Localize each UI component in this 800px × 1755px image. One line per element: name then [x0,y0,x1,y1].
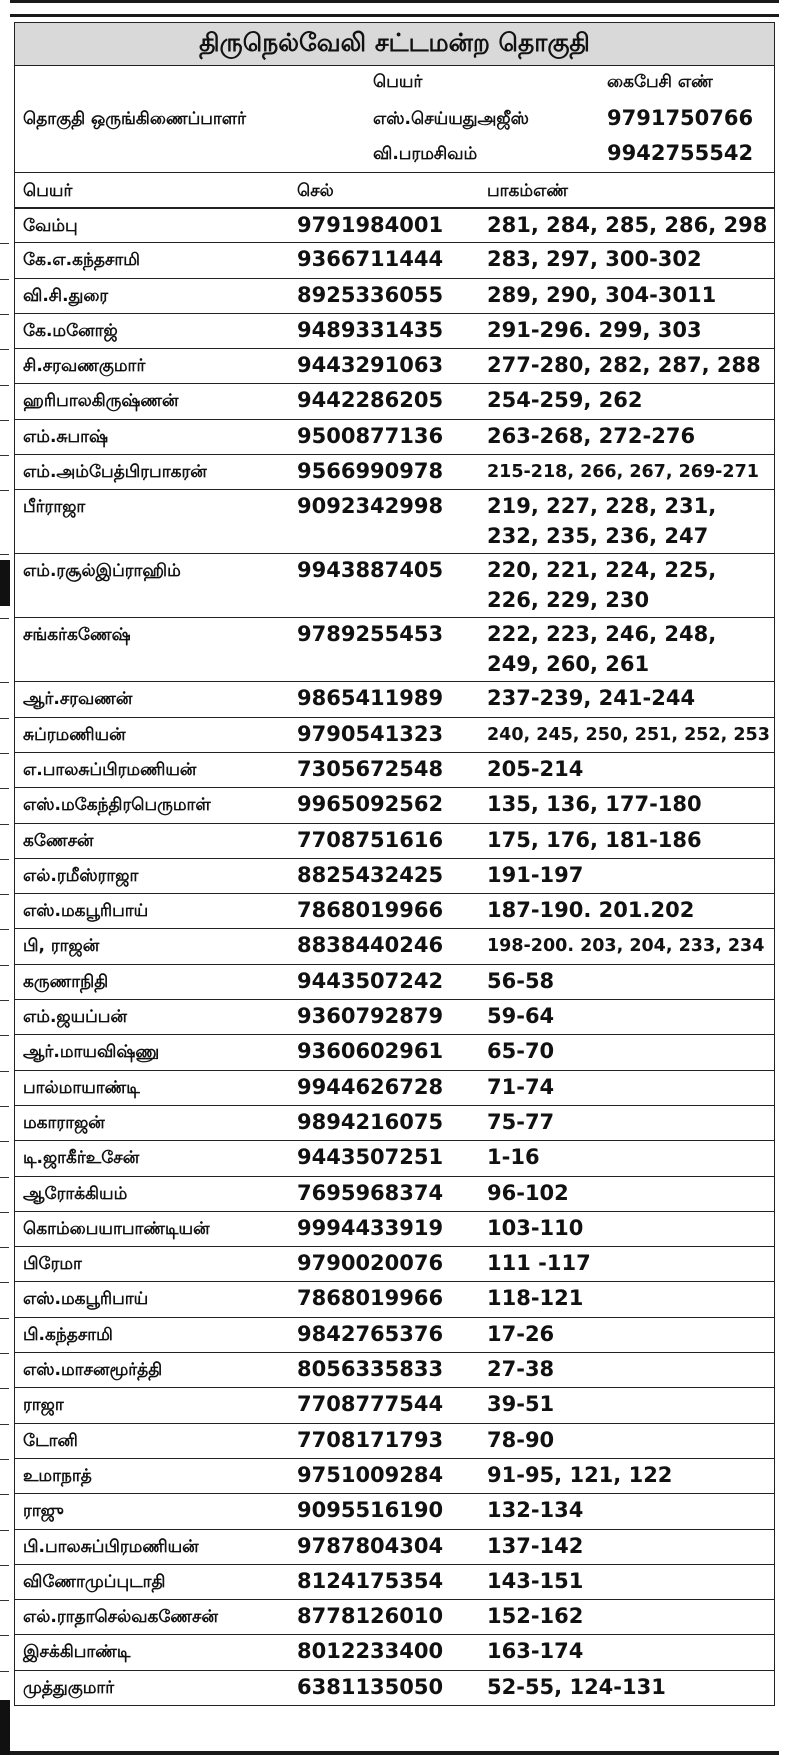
agent-name: எல்.ரமீஸ்ராஜா [23,865,139,886]
agent-parts: 254-259, 262 [487,388,643,413]
agent-cell: 7708171793 [297,1427,444,1452]
agent-name: ஆரோக்கியம் [23,1183,128,1204]
table-row [14,1000,775,1035]
agent-name: ஆர்.மாயவிஷ்ணு [23,1042,160,1063]
agent-name: பால்மாயாண்டி [23,1077,140,1098]
table-row [14,455,775,490]
margin-tick [0,1353,9,1354]
agent-parts: 118-121 [487,1286,584,1311]
margin-tick [0,1565,9,1566]
margin-tick [0,718,9,719]
agent-name: கே.மனோஜ் [23,320,118,341]
agent-parts: 220, 221, 224, 225, [487,558,717,583]
coordinator-name-header: பெயர் [373,72,423,92]
table-row [14,554,775,618]
margin-tick [0,1459,9,1460]
column-header-name: பெயர் [23,181,73,201]
agent-name: சுப்ரமணியன் [23,724,126,745]
agent-name: சி.சரவணகுமார் [23,356,146,377]
margin-block [0,560,10,606]
table-row [14,1212,775,1247]
agent-cell: 7708777544 [297,1392,444,1417]
table-row [14,1106,775,1141]
agent-parts: 78-90 [487,1427,555,1452]
table-row [14,1530,775,1565]
agent-name: டோனி [23,1430,78,1451]
table-row [14,349,775,384]
agent-cell: 7305672548 [297,756,444,781]
agent-parts: 91-95, 121, 122 [487,1462,673,1487]
agent-cell: 9095516190 [297,1498,444,1523]
agent-cell: 9751009284 [297,1462,444,1487]
agent-parts: 281, 284, 285, 286, 298 [487,213,768,237]
agent-parts: 96-102 [487,1180,569,1205]
margin-tick [0,1530,9,1531]
agent-parts: 237-239, 241-244 [487,686,696,711]
table-row [14,1459,775,1494]
page-title: திருநெல்வேலி சட்டமன்ற தொகுதி [14,22,775,66]
agent-name: சங்கர்கணேஷ் [23,625,131,646]
table-row [14,859,775,894]
coordinator-section [14,66,775,172]
table-row [14,618,775,682]
agent-parts: 143-151 [487,1568,584,1593]
agent-name: இசக்கிபாண்டி [23,1642,131,1663]
agent-cell: 9787804304 [297,1533,444,1558]
margin-tick [0,965,9,966]
table-row [14,1565,775,1600]
agent-parts: 215-218, 266, 267, 269-271 [487,462,759,483]
agent-cell: 9360602961 [297,1039,444,1064]
left-margin-ticks [0,0,10,1755]
agent-cell: 9865411989 [297,686,444,711]
agent-parts: 222, 223, 246, 248, [487,622,717,647]
top-rule [10,0,779,3]
booth-agent-table [14,172,775,1706]
agent-cell: 8838440246 [297,933,444,958]
agent-cell: 7708751616 [297,827,444,852]
table-row [14,1035,775,1070]
agent-name: பி.பாலசுப்பிரமணியன் [23,1536,199,1557]
agent-parts: 277-280, 282, 287, 288 [487,353,761,378]
agent-name: கணேசன் [23,830,94,851]
agent-parts: 163-174 [487,1639,584,1664]
table-row [14,1318,775,1353]
table-row [14,1141,775,1176]
agent-cell: 8925336055 [297,282,444,307]
top-rule-inner [10,14,779,17]
margin-tick [0,1600,9,1601]
agent-cell: 9944626728 [297,1074,444,1099]
agent-name: விணோமுப்புடாதி [23,1571,166,1592]
agent-cell: 8012233400 [297,1639,444,1664]
agent-parts: 289, 290, 304-3011 [487,282,717,307]
table-row [14,753,775,788]
agent-name: ஆர்.சரவணன் [23,689,133,710]
margin-block [0,1700,10,1755]
agent-name: ஹரிபாலகிருஷ்ணன் [23,391,179,412]
margin-tick [0,420,9,421]
agent-name: எஸ்.மாசனமூர்த்தி [23,1360,163,1381]
coordinator-phone: 9942755542 [607,141,754,165]
agent-parts: 135, 136, 177-180 [487,792,702,817]
margin-tick [0,1106,9,1107]
table-row [14,1247,775,1282]
table-row [14,894,775,929]
coordinator-name: எஸ்.செய்யதுஅஜீஸ் [373,109,529,129]
agent-cell: 7695968374 [297,1180,444,1205]
agent-parts: 52-55, 124-131 [487,1674,666,1699]
table-row [14,788,775,823]
agent-parts: 59-64 [487,1004,555,1029]
margin-tick [0,349,9,350]
agent-cell: 9443507242 [297,968,444,993]
agent-name: எம்.அம்பேத்பிரபாகரன் [23,462,207,483]
agent-cell: 7868019966 [297,1286,444,1311]
margin-tick [0,894,9,895]
agent-parts: 219, 227, 228, 231, [487,494,717,519]
table-row [14,314,775,349]
agent-parts: 137-142 [487,1533,584,1558]
table-row [14,965,775,1000]
table-row [14,682,775,717]
table-row [14,1600,775,1635]
table-row [14,490,775,554]
margin-tick [0,1318,9,1319]
margin-tick [0,859,9,860]
margin-tick [0,243,9,244]
agent-cell: 9092342998 [297,494,444,519]
agent-cell: 9894216075 [297,1109,444,1134]
agent-parts: 232, 235, 236, 247 [487,524,709,549]
agent-parts: 27-38 [487,1357,555,1382]
margin-tick [0,929,9,930]
margin-tick [0,1247,9,1248]
agent-cell: 9500877136 [297,423,444,448]
agent-parts: 205-214 [487,756,584,781]
agent-parts: 175, 176, 181-186 [487,827,702,852]
agent-parts: 291-296. 299, 303 [487,317,702,342]
agent-parts: 111 -117 [487,1251,591,1276]
coordinator-phone-header: கைபேசி எண் [607,72,713,92]
agent-parts: 152-162 [487,1604,584,1629]
agent-cell: 9790020076 [297,1251,444,1276]
agent-parts: 226, 229, 230 [487,588,650,613]
agent-name: பி.கந்தசாமி [23,1324,113,1345]
agent-name: எ.பாலசுப்பிரமணியன் [23,759,197,780]
column-header-parts: பாகம்எண் [487,181,568,201]
margin-tick [0,1212,9,1213]
table-header-row [14,172,775,208]
agent-name: எம்.ரசூல்இப்ராஹிம் [23,561,181,582]
agent-cell: 7868019966 [297,898,444,923]
coordinator-name: வி.பரமசிவம் [373,144,478,164]
margin-tick [0,1282,9,1283]
table-row [14,1388,775,1423]
constituency-table-panel [10,0,779,1755]
agent-parts: 283, 297, 300-302 [487,247,702,272]
table-row [14,420,775,455]
agent-parts: 240, 245, 250, 251, 252, 253 [487,724,770,745]
agent-name: எம்.சுபாஷ் [23,426,109,447]
agent-name: டி.ஜாகீர்உசேன் [23,1148,140,1169]
agent-name: கே.எ.கந்தசாமி [23,250,141,271]
agent-name: முத்துகுமார் [23,1677,115,1698]
table-row [14,208,775,243]
agent-cell: 9789255453 [297,622,444,647]
agent-name: மகாராஜன் [23,1112,105,1133]
agent-parts: 103-110 [487,1215,584,1240]
margin-tick [0,279,9,280]
agent-cell: 9443291063 [297,353,444,378]
agent-cell: 9842765376 [297,1321,444,1346]
margin-tick [0,1177,9,1178]
margin-tick [0,1141,9,1142]
agent-parts: 71-74 [487,1074,555,1099]
table-row [14,929,775,964]
margin-tick [0,618,9,619]
agent-cell: 8825432425 [297,862,444,887]
agent-cell: 9366711444 [297,247,444,272]
agent-cell: 9360792879 [297,1004,444,1029]
table-row [14,1494,775,1529]
table-row [14,1671,775,1706]
coordinator-role-label: தொகுதி ஒருங்கிணைப்பாளர் [23,109,246,129]
agent-parts: 75-77 [487,1109,555,1134]
margin-tick [0,1388,9,1389]
agent-cell: 9790541323 [297,721,444,746]
agent-cell: 9943887405 [297,558,444,583]
agent-name: வி.சி.துரை [23,285,109,306]
table-row [14,824,775,859]
column-header-cell: செல் [297,181,334,201]
agent-cell: 9566990978 [297,459,444,484]
agent-cell: 8124175354 [297,1568,444,1593]
agent-parts: 187-190. 201.202 [487,898,695,923]
table-row [14,1177,775,1212]
agent-cell: 9965092562 [297,792,444,817]
agent-name: எஸ்.மகபூரிபாய் [23,1289,149,1310]
agent-parts: 263-268, 272-276 [487,423,696,448]
margin-tick [0,682,9,683]
agent-name: பி, ராஜன் [23,936,100,957]
margin-tick [0,753,9,754]
bottom-rule [10,1751,779,1755]
margin-tick [0,824,9,825]
agent-cell: 9442286205 [297,388,444,413]
table-row [14,1424,775,1459]
table-row [14,1282,775,1317]
agent-cell: 9489331435 [297,317,444,342]
agent-name: வேம்பு [23,216,78,236]
agent-parts: 132-134 [487,1498,584,1523]
agent-parts: 17-26 [487,1321,555,1346]
margin-tick [0,1671,9,1672]
agent-parts: 1-16 [487,1145,540,1170]
margin-tick [0,1000,9,1001]
agent-name: ராஜு [23,1501,64,1522]
agent-cell: 9791984001 [297,213,444,237]
margin-tick [0,1424,9,1425]
agent-name: எஸ்.மகேந்திரபெருமாள் [23,795,211,816]
table-row [14,1635,775,1670]
agent-parts: 191-197 [487,862,584,887]
margin-tick [0,788,9,789]
margin-tick [0,455,9,456]
margin-tick [0,385,9,386]
margin-tick [0,490,9,491]
coordinator-phone: 9791750766 [607,106,754,130]
agent-cell: 8778126010 [297,1604,444,1629]
margin-tick [0,1635,9,1636]
table-row [14,1071,775,1106]
agent-name: ராஜா [23,1395,64,1416]
agent-name: கொம்பையாபாண்டியன் [23,1218,210,1239]
agent-cell: 6381135050 [297,1674,444,1699]
margin-tick [0,1494,9,1495]
agent-parts: 65-70 [487,1039,555,1064]
agent-parts: 56-58 [487,968,555,993]
table-row [14,279,775,314]
table-row [14,384,775,419]
agent-cell: 8056335833 [297,1357,444,1382]
agent-parts: 249, 260, 261 [487,652,650,677]
table-row [14,1353,775,1388]
table-row [14,718,775,753]
agent-name: பிரேமா [23,1254,82,1275]
margin-tick [0,1035,9,1036]
agent-parts: 198-200. 203, 204, 233, 234 [487,936,765,957]
agent-name: எம்.ஜயப்பன் [23,1007,127,1028]
agent-parts: 39-51 [487,1392,555,1417]
agent-name: உமாநாத் [23,1465,92,1486]
margin-tick [0,314,9,315]
table-row [14,243,775,278]
margin-tick [0,1071,9,1072]
agent-name: எல்.ராதாசெல்வகணேசன் [23,1607,218,1628]
agent-name: எஸ்.மகபூரிபாய் [23,901,149,922]
agent-name: பீர்ராஜா [23,497,86,518]
agent-cell: 9994433919 [297,1215,444,1240]
agent-name: கருணாநிதி [23,971,109,992]
agent-cell: 9443507251 [297,1145,444,1170]
margin-tick [0,554,9,555]
